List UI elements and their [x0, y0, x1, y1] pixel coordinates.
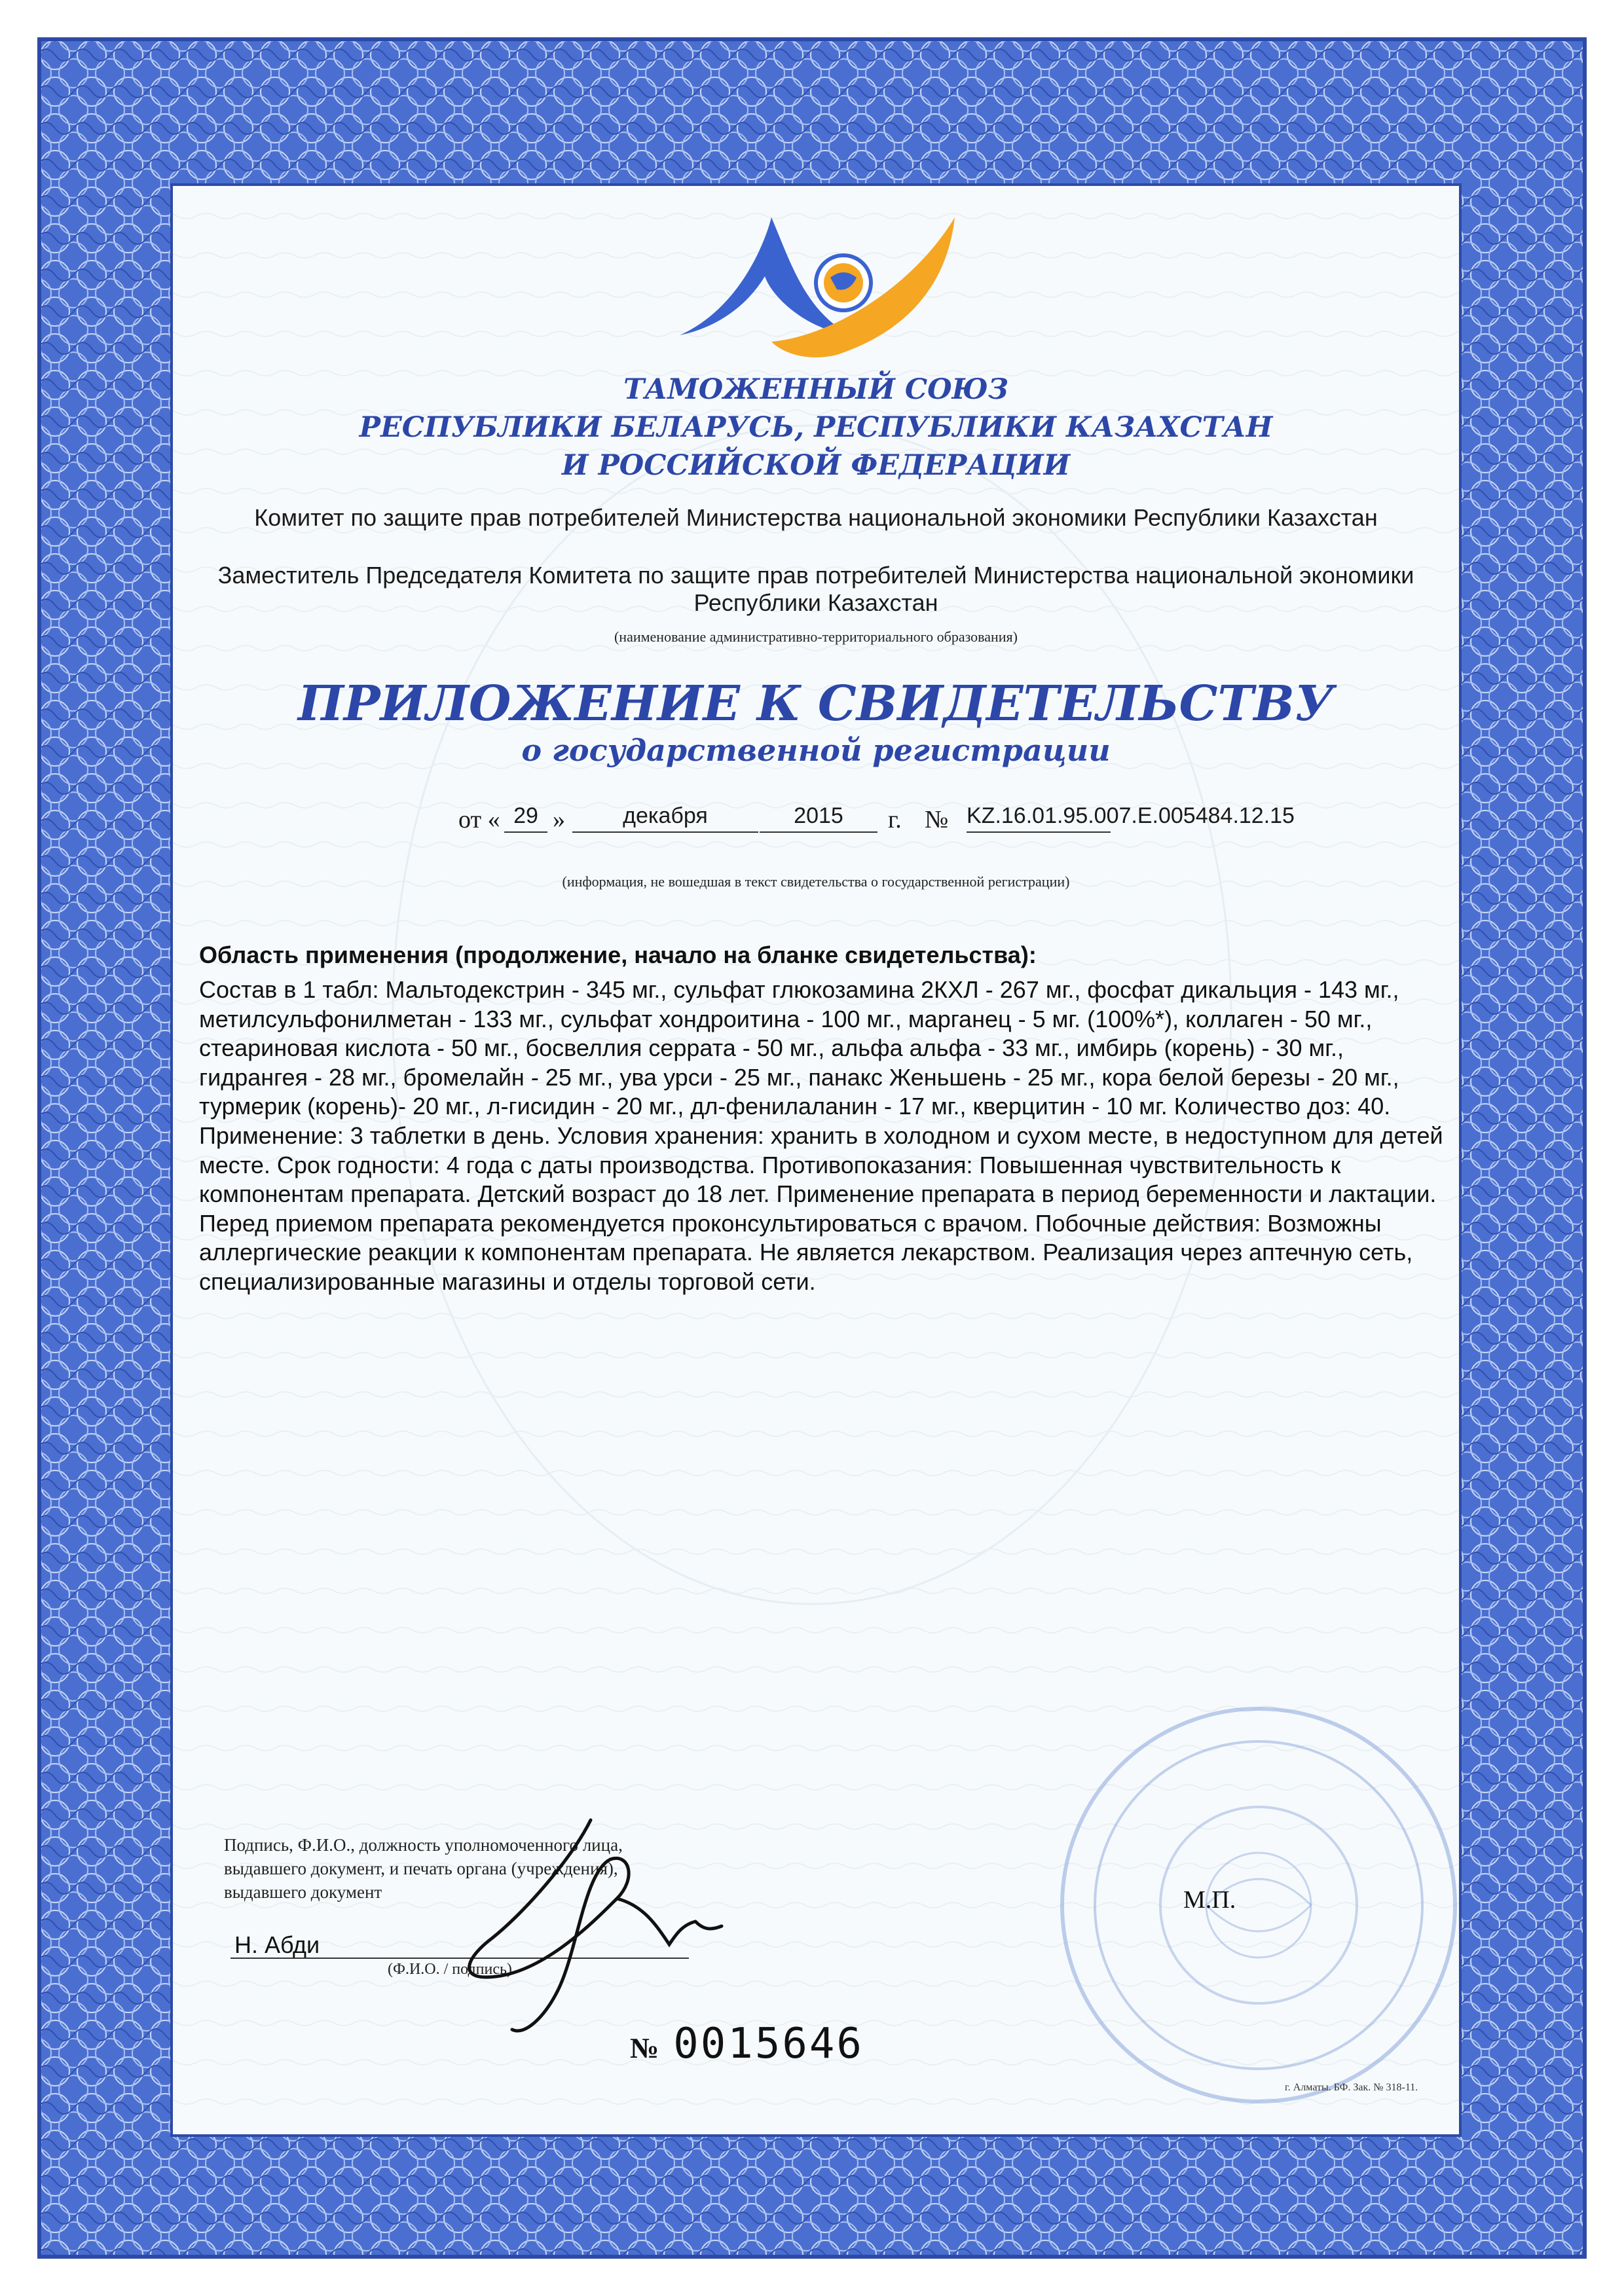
deputy-title: Заместитель Председателя Комитета по защите прав потребителей Министерства национальной экономики Республики Казахстан [217, 562, 1414, 616]
serial-number [630, 2020, 864, 2068]
section-title: Область применения (продолжение, начало на бланке свидетельства): [199, 941, 1037, 968]
page-subtitle: о государственной регистрации [521, 733, 1111, 768]
year-suffix: г. [888, 806, 902, 833]
signature-sub-caption: (Ф.И.О. / подпись) [388, 1961, 512, 1978]
day-close: » [553, 806, 565, 833]
print-info: г. Алматы. БФ. Зак. № 318-11. [1285, 2082, 1418, 2093]
content-area [172, 0, 1460, 2296]
date-month: декабря [572, 803, 758, 833]
date-year: 2015 [760, 803, 877, 833]
union-title-line-3: И РОССИЙСКОЙ ФЕДЕРАЦИИ [561, 449, 1071, 482]
registration-number: KZ.16.01.95.007.Е.005484.12.15 [967, 803, 1111, 833]
signature-caption-line-2: выдавшего документ, и печать органа (учреждения), [224, 1859, 618, 1878]
number-label: № [925, 806, 949, 833]
body-text: Состав в 1 табл: Мальтодекстрин - 345 мг., сульфат глюкозамина 2КХЛ - 267 мг., фосфат дикальция - 143 мг., метилсульфонилметан - 133 мг., сульфат хондроитина - 100 мг., марганец - 5 мг. (100%*), коллаген - 50 мг., стеариновая кислота - 50 мг., босвеллия серрата - 50 мг., альфа альфа - 33 мг., имбирь (корень) - 30 мг., гидрангея - 28 мг., бромелайн - 25 мг., ува урси - 25 мг., панакс Женьшень - 25 мг., кора белой березы - 20 мг., турмерик (корень)- 20 мг., л-гисидин - 20 мг., дл-фенилаланин - 17 мг., кверцитин - 10 мг. Количество доз: 40. Применение: 3 таблетки в день. Условия хранения: хранить в холодном и сухом месте, в недоступном для детей месте. Срок годности: 4 года с даты производства. Противопоказания: Повышенная чувствительность к компонентам препарата. Детский возраст до 18 лет. Применение препарата в период беременности и лактации. Перед приемом препарата рекомендуется проконсультироваться с врачом. Побочные действия: Возможны аллергические реакции к компонентам препарата. Не является лекарством. Реализация через аптечную сеть, специализированные магазины и отделы торговой сети. [199, 976, 1443, 1295]
info-caption: (информация, не вошедшая в текст свидетельства о государственной регистрации) [562, 873, 1070, 890]
committee-name: Комитет по защите прав потребителей Министерства национальной экономики Республики Казахстан [254, 504, 1378, 531]
customs-union-emblem-icon [640, 204, 1020, 368]
signature-caption-line-3: выдавшего документ [224, 1882, 382, 1902]
admin-caption: (наименование административно-территориального образования) [614, 629, 1018, 645]
registration-date-row [172, 803, 1460, 839]
seal-label: М.П. [1183, 1886, 1236, 1914]
page-title: ПРИЛОЖЕНИЕ К СВИДЕТЕЛЬСТВУ [297, 676, 1335, 732]
signature-caption-line-1: Подпись, Ф.И.О., должность уполномоченного лица, [224, 1835, 623, 1855]
signatory-name: Н. Абди [234, 1931, 320, 1958]
handwritten-signature-icon [420, 1781, 787, 2043]
union-title-line-1: ТАМОЖЕННЫЙ СОЮЗ [623, 373, 1008, 406]
serial-prefix: № [630, 2032, 659, 2064]
serial-value: 0015646 [673, 2020, 864, 2068]
official-seal-icon [1049, 1696, 1468, 2115]
union-title-line-2: РЕСПУБЛИКИ БЕЛАРУСЬ, РЕСПУБЛИКИ КАЗАХСТАН [359, 411, 1273, 444]
from-label: от « [458, 806, 500, 833]
date-day: 29 [504, 803, 547, 833]
